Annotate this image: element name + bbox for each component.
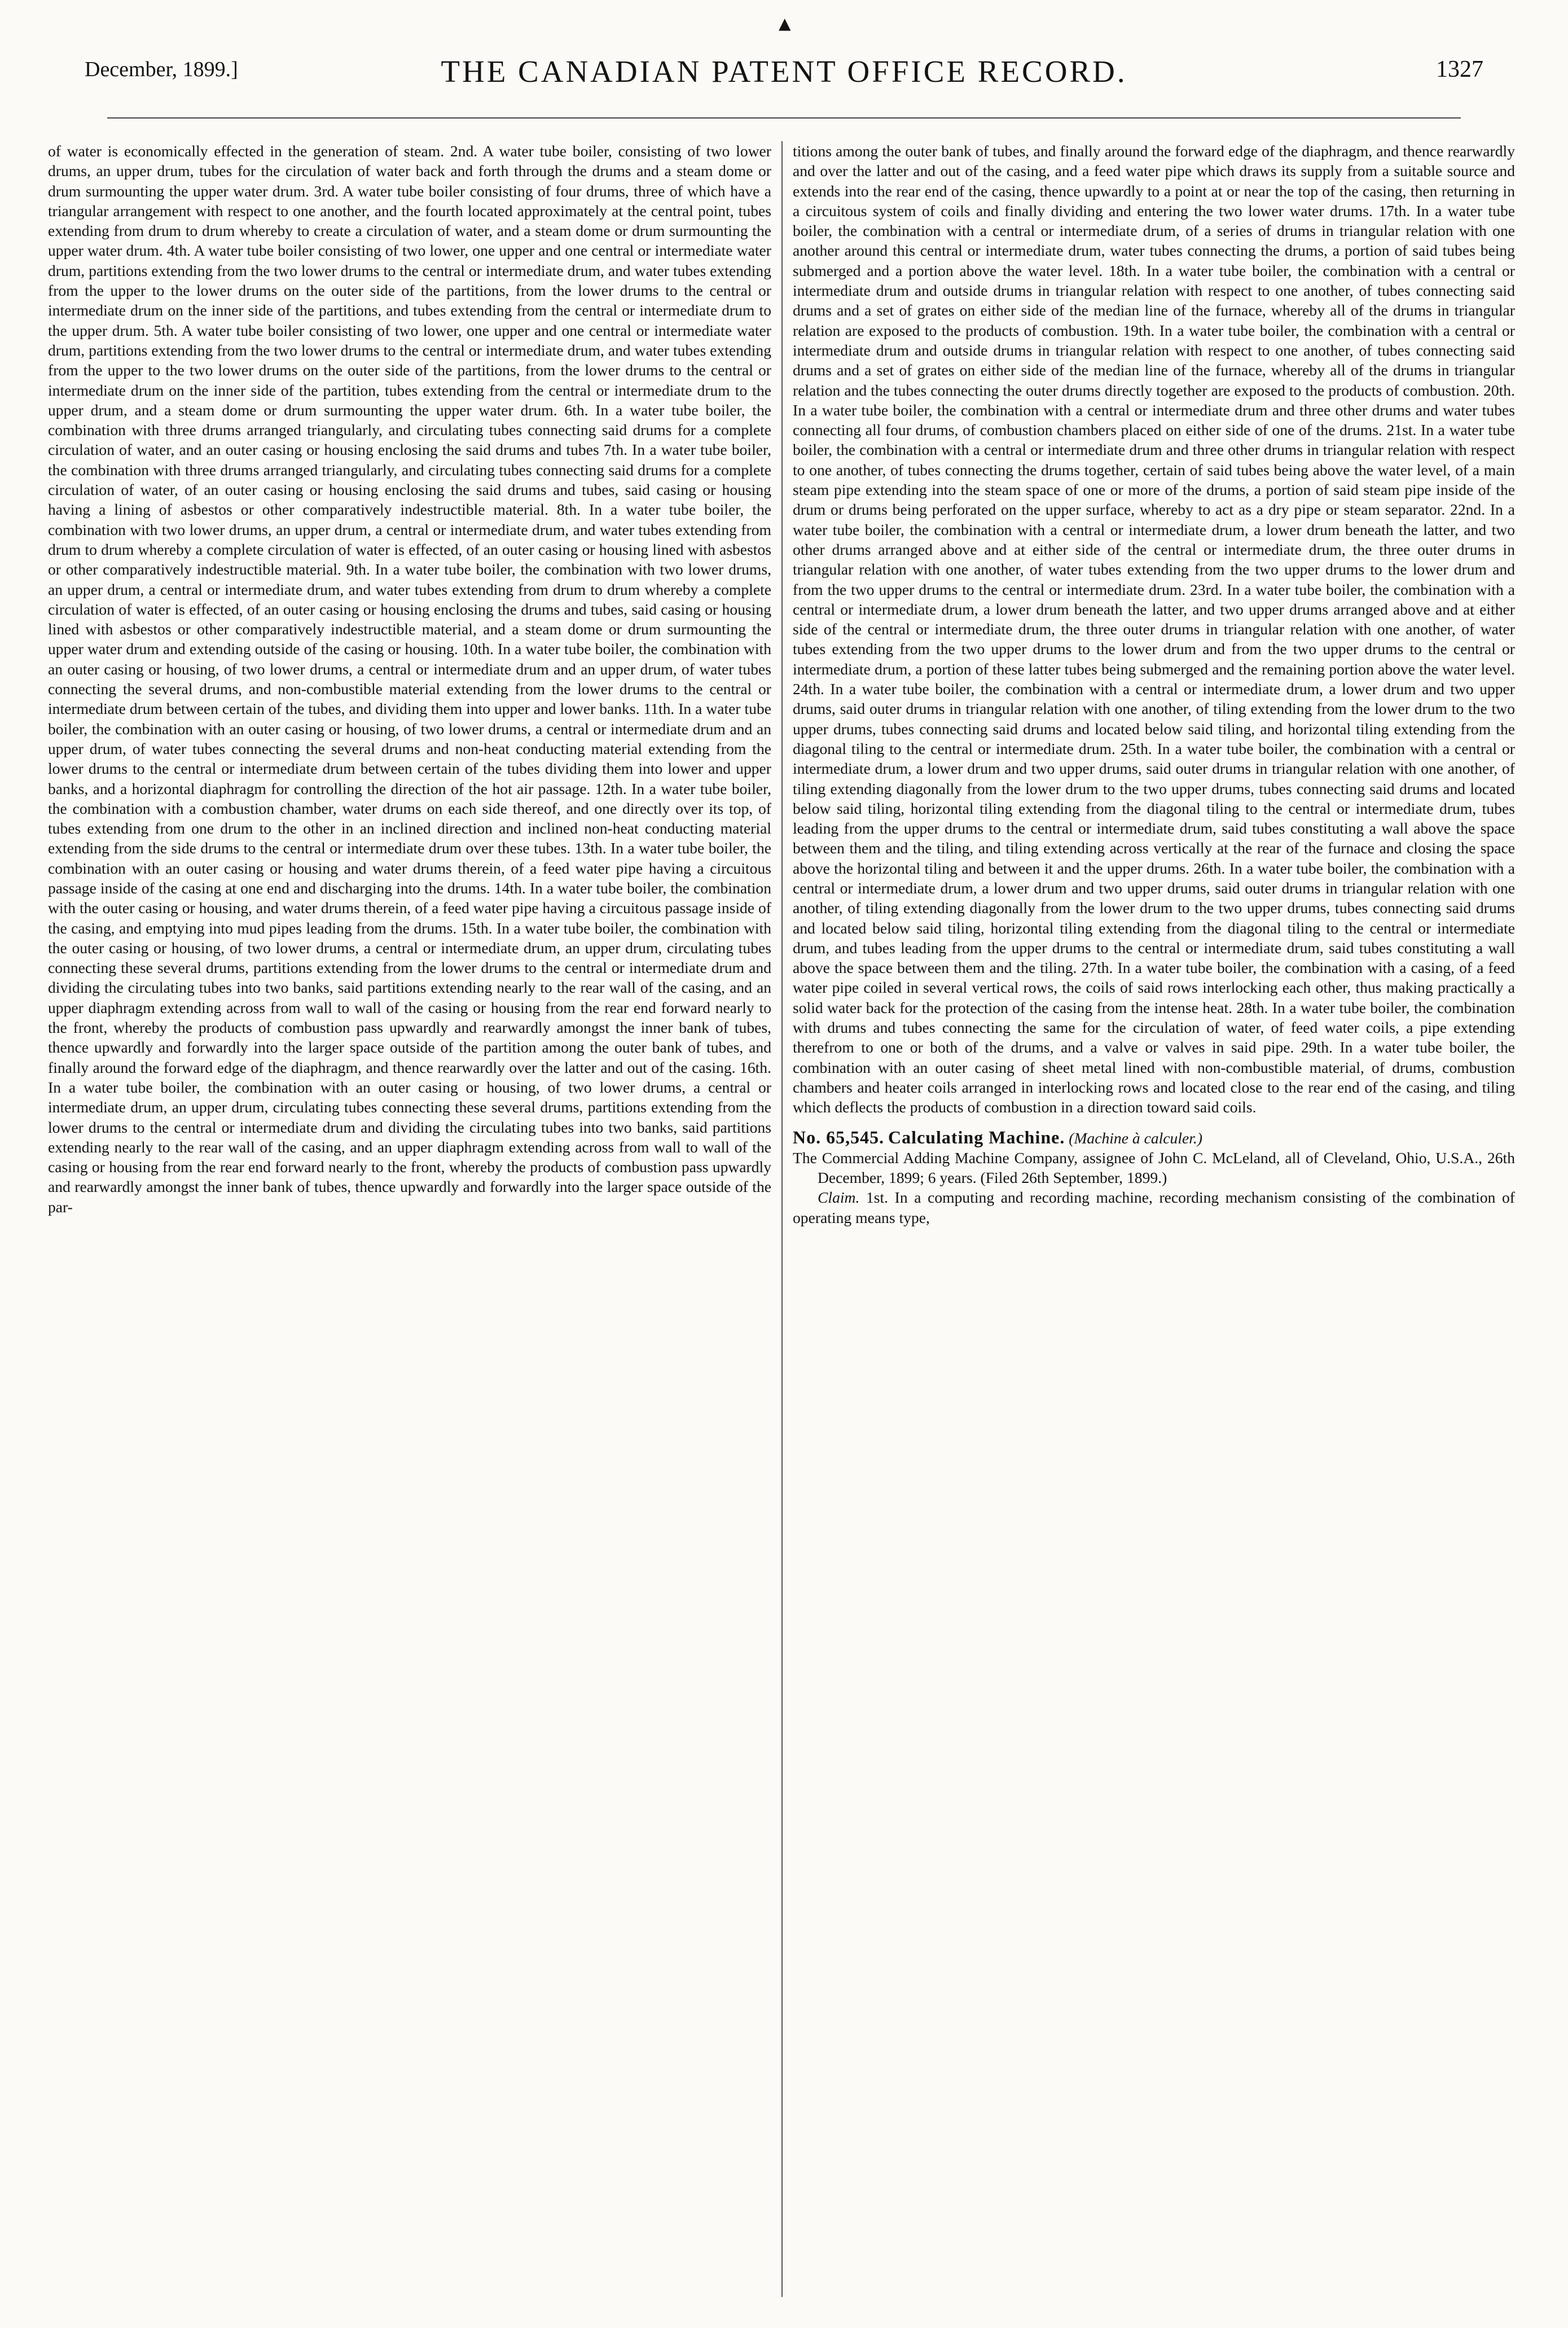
column-divider [781, 141, 783, 2297]
page-number: 1327 [1436, 56, 1483, 82]
claim-label: Claim. [818, 1189, 860, 1207]
patent-subtitle: (Machine à calculer.) [1069, 1129, 1203, 1147]
patent-number: No. 65,545. [793, 1126, 885, 1147]
issue-date: December, 1899.] [85, 58, 238, 81]
publication-title: THE CANADIAN PATENT OFFICE RECORD. [441, 54, 1127, 89]
page-header [85, 54, 1483, 93]
patent-entry-heading [793, 1128, 1515, 1148]
claim-text: 1st. In a computing and recording machine, recording mechanism consisting of the combination of operating means type, [793, 1189, 1515, 1226]
header-rule [107, 117, 1461, 119]
left-column-text: of water is economically effected in the generation of steam. 2nd. A water tube boiler, consisting of two lower drums, an upper drum, tubes for the circulation of water back and forth through the drums and a steam dome or drum surmounting the upper water drum. 3rd. A water tube boiler consisting of four drums, three of which have a triangular arrangement with respect to one another, and the fourth located approximately at the central point, tubes extending from drum to drum whereby to create a circulation of water, and a steam dome or drum surmounting the upper water drum. 4th. A water tube boiler consisting of two lower, one upper and one central or intermediate water drum, partitions extending from the two lower drums to the central or intermediate drum, and water tubes extending from the upper to the lower drums on the outer side of the partitions, from the lower drums to the central or intermediate drum on the inner side of the partitions, and tubes extending from the central or intermediate drum to the upper drum. 5th. A water tube boiler consisting of two lower, one upper and one central or intermediate water drum, partitions extending from the two lower drums to the central or intermediate drum, and water tubes extending from the upper to the two lower drums on the outer side of the partitions, from the lower drums to the central or intermediate drum on the inner side of the partition, tubes extending from the central or intermediate drum to the upper drum, and a steam dome or drum surmounting the upper water drum. 6th. In a water tube boiler, the combination with three drums arranged triangularly, and circulating tubes connecting said drums for a complete circulation of water, and an outer casing or housing enclosing the said drums and tubes 7th. In a water tube boiler, the combination with three drums arranged triangularly, and circulating tubes connecting said drums for a complete circulation of water, of an outer casing or housing enclosing the said drums and tubes, said casing or housing having a lining of asbestos or other comparatively indestructible material. 8th. In a water tube boiler, the combination with two lower drums, an upper drum, a central or intermediate drum, and water tubes extending from drum to drum whereby a complete circulation of water is effected, of an outer casing or housing lined with asbestos or other comparatively indestructible material. 9th. In a water tube boiler, the combination with two lower drums, an upper drum, a central or intermediate drum, and water tubes extending from drum to drum whereby a complete circulation of water is effected, of an outer casing or housing enclosing the drums and tubes, said casing or housing lined with asbestos or other comparatively indestructible material, and a steam dome or drum surmounting the upper water drum and extending outside of the casing or housing. 10th. In a water tube boiler, the combination with an outer casing or housing, of two lower drums, a central or intermediate drum and an upper drum, of water tubes connecting the several drums, and non-combustible material extending from the lower drums to the central or intermediate drum between certain of the tubes, and dividing them into upper and lower banks. 11th. In a water tube boiler, the combination with an outer casing or housing, of two lower drums, a central or intermediate drum and an upper drum, of water tubes connecting the several drums and non-heat conducting material extending from the lower drums to the central or intermediate drum between certain of the tubes dividing them into lower and upper banks, and a horizontal diaphragm for controlling the direction of the hot air passage. 12th. In a water tube boiler, the combination with a combustion chamber, water drums on each side thereof, and one directly over its top, of tubes extending from one drum to the other in an inclined direction and inclined non-heat conducting material extending from the side drums to the central or intermediate drum over these tubes. 13th. In a water tube boiler, the combination with an outer casing or housing and water drums therein, of a feed water pipe having a circuitous passage inside of the casing at one end and discharging into the drums. 14th. In a water tube boiler, the combination with the outer casing or housing, and water drums therein, of a feed water pipe having a circuitous passage inside of the casing, and emptying into mud pipes leading from the drums. 15th. In a water tube boiler, the combination with the outer casing or housing, of two lower drums, a central or intermediate drum, an upper drum, circulating tubes connecting these several drums, partitions extending from the lower drums to the central or intermediate drum and dividing the circulating tubes into two banks, said partitions extending nearly to the rear wall of the casing, and an upper diaphragm extending across from wall to wall of the casing or housing from the rear end forward nearly to the front, whereby the products of combustion pass upwardly and rearwardly amongst the inner bank of tubes, thence upwardly and forwardly into the larger space outside of the partition among the outer bank of tubes, and finally around the forward edge of the diaphragm, and thence rearwardly over the latter and out of the casing. 16th. In a water tube boiler, the combination with an outer casing or housing, of two lower drums, a central or intermediate drum, an upper drum, circulating tubes connecting these several drums, partitions extending from the lower drums to the central or intermediate drum and dividing the circulating tubes into two banks, said partitions extending nearly to the rear wall of the casing, and an upper diaphragm extending across from wall to wall of the casing or housing from the rear end forward nearly to the front, whereby the products of combustion pass upwardly and rearwardly amongst the inner bank of tubes, thence upwardly and forwardly into the larger space outside of the par- [48, 142, 771, 1216]
patent-assignee: The Commercial Adding Machine Company, assignee of John C. McLeland, all of Cleveland, Ohio, U.S.A., 26th December, 1899; 6 years. (Filed 26th September, 1899.) [793, 1148, 1515, 1187]
left-column [48, 141, 771, 2297]
right-column-text: titions among the outer bank of tubes, and finally around the forward edge of the diaphragm, and thence rearwardly and over the latter and out of the casing, and a feed water pipe which draws its supply from a suitable source and extends into the rear end of the casing, thence upwardly to a point at or near the top of the casing, then returning in a circuitous system of coils and finally dividing and entering the two lower water drums. 17th. In a water tube boiler, the combination with a central or intermediate drum, of a series of drums in triangular relation with one another around this central or intermediate drum, water tubes connecting the drums, a portion of said tubes being submerged and a portion above the water level. 18th. In a water tube boiler, the combination with a central or intermediate drum and outside drums in triangular relation with respect to one another, of tubes connecting said drums and a set of grates on either side of the median line of the furnace, whereby all of the drums in triangular relation are exposed to the products of combustion. 19th. In a water tube boiler, the combination with a central or intermediate drum and outside drums in triangular relation with respect to one another, of tubes connecting said drums and a set of grates on either side of the median line of the furnace, whereby all of the drums in triangular relation and the tubes connecting the outer drums directly together are exposed to the products of combustion. 20th. In a water tube boiler, the combination with a central or intermediate drum and three other drums and water tubes connecting all four drums, of combustion chambers placed on either side of one of the drums. 21st. In a water tube boiler, the combination with a central or intermediate drum and three other drums in triangular relation with respect to one another, of tubes connecting the drums together, certain of said tubes being above the water level, of a main steam pipe extending into the steam space of one or more of the drums, a portion of said steam pipe inside of the drum or drums being perforated on the upper surface, whereby to act as a dry pipe or steam separator. 22nd. In a water tube boiler, the combination with a central or intermediate drum, a lower drum beneath the latter, and two other drums arranged above and at either side of the central or intermediate drum, the three outer drums in triangular relation with one another, of water tubes extending from the two upper drums to the lower drum and from the two upper drums to the central or intermediate drum. 23rd. In a water tube boiler, the combination with a central or intermediate drum, a lower drum beneath the latter, and two upper drums arranged above and at either side of the central or intermediate drum, the three outer drums in triangular relation with one another, of water tubes extending from the two upper drums to the lower drum and from the two upper drums to the central or intermediate drum, a portion of these latter tubes being submerged and the remaining portion above the water level. 24th. In a water tube boiler, the combination with a central or intermediate drum, a lower drum and two upper drums, said outer drums in triangular relation with one another, of tiling extending from the lower drum to the two upper drums, tubes connecting said drums and located below said tiling, and horizontal tiling extending from the diagonal tiling to the central or intermediate drum. 25th. In a water tube boiler, the combination with a central or intermediate drum, a lower drum and two upper drums, said outer drums in triangular relation with one another, of tiling extending diagonally from the lower drum to the two upper drums, tubes connecting said drums and located below said tiling, horizontal tiling extending from the diagonal tiling to the central or intermediate drum, tubes leading from the upper drums to the central or intermediate drum, said tubes constituting a wall above the space between them and the tiling, and tiling extending across vertically at the rear of the furnace and closing the space above the horizontal tiling and between it and the upper drums. 26th. In a water tube boiler, the combination with a central or intermediate drum, a lower drum and two upper drums, said outer drums in triangular relation with one another, of tiling extending diagonally from the lower drum to the two upper drums, tubes connecting said drums and located below said tiling, horizontal tiling extending from the diagonal tiling to the central or intermediate drum, and tubes leading from the upper drums to the central or intermediate drum, said tubes constituting a wall above the space between them and the tiling. 27th. In a water tube boiler, the combination with a casing, of a feed water pipe coiled in several vertical rows, the coils of said rows interlocking each other, thus making practically a solid water back for the protection of the casing from the intense heat. 28th. In a water tube boiler, the combination with drums and tubes connecting the same for the circulation of water, of feed water coils, a pipe extending therefrom to one or both of the drums, and a valve or valves in said pipe. 29th. In a water tube boiler, the combination with an outer casing of sheet metal lined with non-combustible material, of drums, combustion chambers and heater coils arranged in interlocking rows and located close to the rear end of the casing, and tiling which deflects the products of combustion in a direction toward said coils. [793, 142, 1515, 1116]
right-column [793, 141, 1515, 2297]
patent-claim [793, 1187, 1515, 1227]
top-mark: ▲ [779, 14, 791, 33]
patent-title: Calculating Machine. [888, 1126, 1065, 1147]
